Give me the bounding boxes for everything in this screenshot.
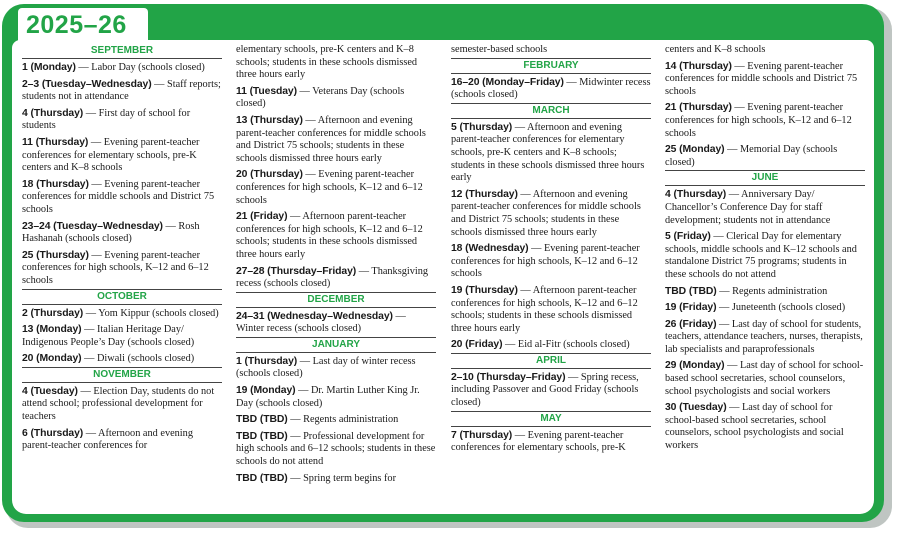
entry-date: 20 (Monday): [22, 353, 82, 365]
calendar-entry: [451, 339, 651, 354]
month-header: OCTOBER: [22, 290, 222, 305]
entry-description: — Last day of winter recess (schools closed): [236, 355, 416, 380]
calendar-entry: [22, 324, 222, 349]
entry-date: 2–3 (Tuesday–Wednesday): [22, 78, 152, 90]
entry-description: — Last day of school for students, teachers, attendance teachers, nurses, therapists, lab specialists and paraprofessionals: [665, 318, 863, 355]
entry-description: — Evening parent-teacher conferences for high schools, K–12 and 6–12 schools: [236, 169, 423, 206]
entry-description: — First day of school for students: [22, 107, 191, 132]
entry-date: 7 (Thursday): [451, 429, 513, 441]
calendar-entry: [451, 372, 651, 412]
calendar-entry: [665, 286, 865, 299]
entry-date: 18 (Wednesday): [451, 243, 529, 255]
entry-date: 5 (Friday): [665, 231, 711, 243]
calendar-entry: [236, 311, 436, 338]
entry-description: — Regents administration: [287, 414, 399, 426]
entry-description: — Italian Heritage Day/ Indigenous People’s Day (schools closed): [22, 324, 195, 348]
calendar-entry: [236, 115, 436, 165]
column-3: [451, 44, 651, 459]
calendar-entry: [236, 169, 436, 207]
entry-date: 29 (Monday): [665, 360, 725, 372]
entry-description: elementary schools, pre-K centers and K–8 schools; students in these schools dismissed three hours early: [236, 44, 418, 81]
entry-description: — Afternoon and evening parent-teacher conferences for middle schools and District 75 schools; students in these schools dismissed three hours early: [451, 188, 641, 238]
column-2: [236, 44, 436, 489]
entry-description: — Dr. Martin Luther King Jr. Day (schools closed): [236, 385, 420, 409]
calendar-entry: [665, 302, 865, 315]
month-header: JANUARY: [236, 338, 436, 353]
entry-date: TBD (TBD): [236, 472, 288, 484]
calendar-title: 2025–26: [26, 11, 127, 39]
calendar-entry: [22, 221, 222, 246]
entry-date: 1 (Monday): [22, 62, 76, 73]
entry-date: 11 (Thursday): [22, 136, 89, 148]
entry-description: — Evening parent-teacher conferences for high schools, K–12 and 6–12 schools: [451, 243, 640, 280]
calendar-entry: [665, 319, 865, 357]
entry-description: — Evening parent-teacher conferences for middle schools and District 75 schools: [665, 60, 858, 97]
entry-description: — Spring term begins for: [287, 472, 397, 484]
entry-description: — Last day of school for school-based school secretaries, school counselors, school psychologists and social workers: [665, 360, 864, 397]
calendar-entry: [236, 473, 436, 486]
calendar-entry: [22, 308, 222, 321]
month-header: DECEMBER: [236, 293, 436, 308]
calendar-entry: [22, 79, 222, 104]
month-header: JUNE: [665, 171, 865, 186]
calendar-entry: [236, 44, 436, 82]
month-header: NOVEMBER: [22, 368, 222, 383]
entry-description: — Yom Kippur (schools closed): [83, 307, 219, 319]
entry-date: 19 (Monday): [236, 385, 296, 397]
column-1: [22, 44, 222, 457]
entry-description: — Spring recess, including Passover and Good Friday (schools closed): [451, 371, 639, 409]
calendar-entry: [22, 428, 222, 453]
calendar-entry: [22, 353, 222, 368]
calendar-entry: [236, 414, 436, 427]
entry-description: — Evening parent-teacher conferences for high schools, K–12 and 6–12 schools: [665, 102, 852, 139]
entry-date: 4 (Thursday): [665, 189, 727, 201]
entry-description: — Last day of school for school-based school secretaries, school counselors, school psychologists and social workers: [665, 402, 844, 452]
month-header: FEBRUARY: [451, 59, 651, 74]
entry-description: — Evening parent-teacher conferences for high schools, K–12 and 6–12 schools: [22, 249, 209, 286]
entry-description: — Eid al-Fitr (schools closed): [502, 339, 630, 351]
calendar-entry: [22, 250, 222, 290]
entry-description: — Professional development for high schools and 6–12 schools; students in these schools do not attend: [236, 430, 436, 468]
calendar-entry: [451, 44, 651, 59]
entry-date: 2 (Thursday): [22, 307, 84, 319]
entry-date: 2–10 (Thursday–Friday): [451, 371, 566, 383]
calendar-entry: [665, 144, 865, 171]
entry-date: TBD (TBD): [236, 414, 288, 426]
entry-date: 1 (Thursday): [236, 355, 298, 367]
month-header: SEPTEMBER: [22, 44, 222, 59]
entry-date: 5 (Thursday): [451, 121, 513, 133]
entry-date: 24–31 (Wednesday–Wednesday): [236, 310, 393, 322]
entry-date: 21 (Thursday): [665, 102, 732, 114]
entry-date: 16–20 (Monday–Friday): [451, 76, 564, 88]
entry-date: 20 (Thursday): [236, 169, 303, 181]
entry-description: — Thanksgiving recess (schools closed): [236, 265, 429, 290]
calendar-entry: [451, 243, 651, 281]
entry-description: — Afternoon parent-teacher conferences for high schools, K–12 and 6–12 schools; students in these schools dismissed three hours early: [236, 211, 423, 260]
month-header: APRIL: [451, 354, 651, 369]
entry-description: centers and K–8 schools: [665, 44, 766, 55]
calendar-entry: [665, 102, 865, 140]
entry-date: 26 (Friday): [665, 318, 717, 330]
entry-description: — Evening parent-teacher conferences for middle schools and District 75 schools: [22, 178, 215, 215]
entry-date: 20 (Friday): [451, 339, 503, 351]
entry-description: — Labor Day (schools closed): [75, 62, 205, 73]
entry-description: semester-based schools: [451, 44, 548, 55]
entry-date: 4 (Thursday): [22, 107, 84, 119]
entry-description: — Evening parent-teacher conferences for elementary schools, pre-K: [451, 429, 626, 454]
month-header: MAY: [451, 412, 651, 427]
entry-date: 13 (Thursday): [236, 114, 303, 126]
entry-date: 12 (Thursday): [451, 188, 518, 200]
calendar-entry: [22, 179, 222, 217]
calendar-entry: [236, 266, 436, 293]
calendar-entry: [22, 386, 222, 424]
calendar-entry: [236, 211, 436, 261]
calendar-entry: [665, 44, 865, 57]
entry-description: — Anniversary Day/ Chancellor’s Conference Day for staff development; students not in attendance: [665, 189, 831, 226]
calendar-entry: [665, 189, 865, 227]
entry-description: — Afternoon and evening parent-teacher conferences for elementary schools, pre-K centers and K–8 schools; students in these schools dismissed three hours early: [451, 121, 645, 184]
calendar-entry: [451, 285, 651, 335]
entry-description: — Evening parent-teacher conferences for elementary schools, pre-K centers and K–8 schools: [22, 136, 200, 174]
entry-date: TBD (TBD): [236, 430, 288, 442]
entry-date: 14 (Thursday): [665, 60, 732, 72]
entry-description: — Midwinter recess (schools closed): [451, 76, 651, 101]
entry-description: — Afternoon and evening parent-teacher conferences for middle schools and District 75 schools; students in these schools dismissed three hours early: [236, 114, 426, 164]
entry-date: 13 (Monday): [22, 324, 82, 336]
calendar-entry: [451, 122, 651, 185]
calendar-entry: [236, 431, 436, 469]
calendar-entry: [236, 356, 436, 381]
column-4: [665, 44, 865, 457]
entry-description: — Rosh Hashanah (schools closed): [22, 220, 200, 245]
entry-date: 21 (Friday): [236, 211, 288, 223]
entry-date: 19 (Thursday): [451, 284, 518, 296]
calendar-entry: [22, 137, 222, 175]
calendar-entry: [451, 430, 651, 455]
entry-description: — Afternoon and evening parent-teacher conferences for: [22, 427, 193, 452]
calendar-entry: [665, 231, 865, 281]
entry-description: — Afternoon parent-teacher conferences for high schools, K–12 and 6–12 schools; students in these schools dismissed three hours early: [451, 284, 638, 334]
entry-description: — Winter recess (schools closed): [236, 310, 406, 335]
entry-description: — Diwali (schools closed): [81, 353, 195, 365]
entry-date: 19 (Friday): [665, 302, 717, 314]
entry-description: — Memorial Day (schools closed): [665, 144, 838, 168]
entry-date: 4 (Tuesday): [22, 385, 78, 397]
entry-date: 11 (Tuesday): [236, 85, 297, 97]
entry-date: 25 (Thursday): [22, 249, 89, 261]
entry-date: 25 (Monday): [665, 144, 725, 156]
entry-description: — Juneteenth (schools closed): [716, 302, 846, 314]
entry-description: — Clerical Day for elementary schools, middle schools and K–12 schools and standalone District 75 programs; students in these schools do not attend: [665, 231, 857, 280]
entry-date: 27–28 (Thursday–Friday): [236, 265, 357, 277]
calendar-entry: [22, 62, 222, 75]
entry-description: — Staff reports; students not in attendance: [22, 78, 221, 103]
entry-description: — Regents administration: [716, 285, 828, 297]
entry-date: TBD (TBD): [665, 285, 717, 297]
entry-description: — Veterans Day (schools closed): [236, 85, 405, 110]
calendar-entry: [665, 402, 865, 452]
calendar-entry: [236, 385, 436, 410]
calendar-entry: [22, 108, 222, 133]
calendar-entry: [665, 360, 865, 398]
entry-description: — Election Day, students do not attend school; professional development for teachers: [22, 385, 215, 423]
entry-date: 6 (Thursday): [22, 427, 84, 439]
entry-date: 23–24 (Tuesday–Wednesday): [22, 220, 163, 232]
calendar-entry: [236, 86, 436, 111]
month-header: MARCH: [451, 104, 651, 119]
entry-date: 18 (Thursday): [22, 178, 89, 190]
calendar-entry: [665, 61, 865, 99]
entry-date: 30 (Tuesday): [665, 402, 727, 414]
calendar-entry: [451, 189, 651, 239]
calendar-entry: [451, 77, 651, 104]
